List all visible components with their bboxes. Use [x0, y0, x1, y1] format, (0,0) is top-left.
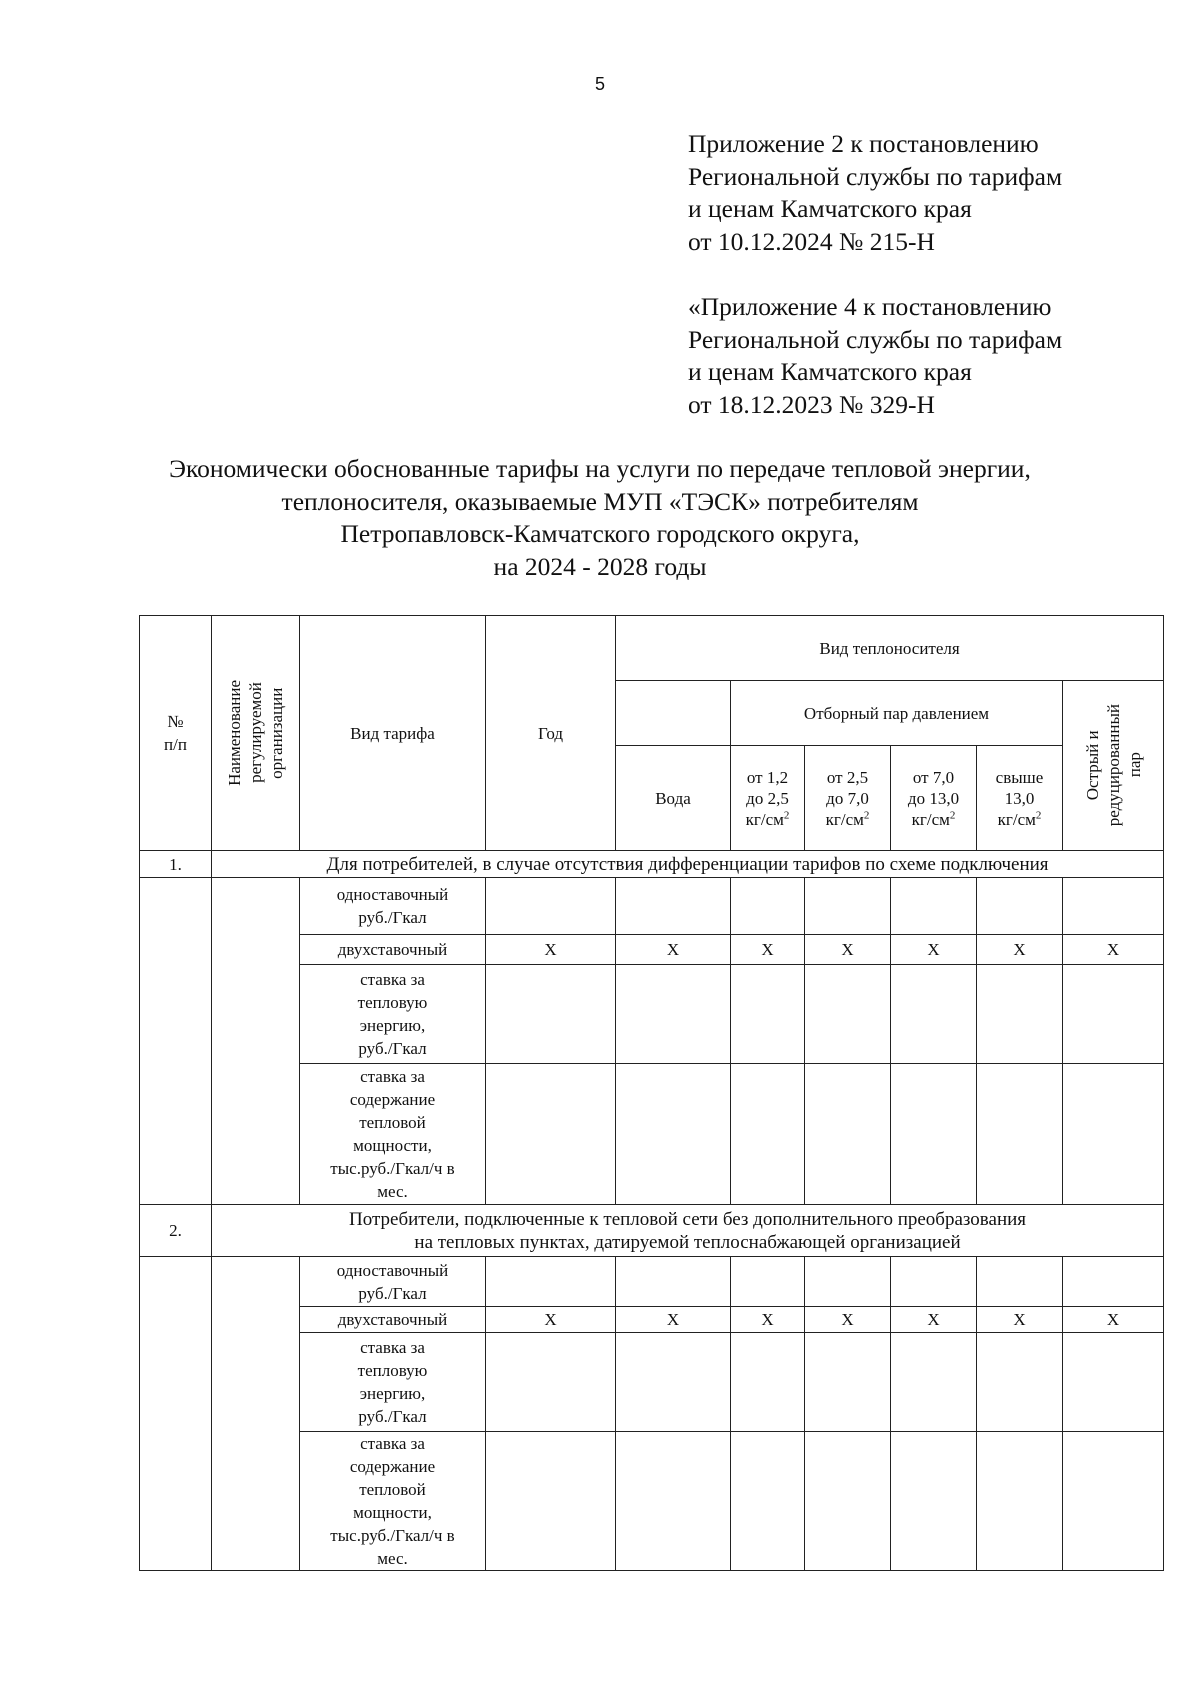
section-title — [212, 1205, 1164, 1257]
tariff-line: одноставочный — [336, 885, 449, 904]
header-sharp-steam-line: редуцированный — [1103, 704, 1123, 827]
value-cell — [891, 1064, 977, 1205]
value-cell — [891, 878, 977, 935]
x-mark: X — [977, 1307, 1063, 1333]
tariff-line: содержание — [349, 1090, 436, 1109]
title-line: теплоносителя, оказываемые МУП «ТЭСК» потребителям — [281, 486, 919, 516]
value-cell — [805, 965, 891, 1064]
tariff-line: мощности, — [353, 1136, 432, 1155]
value-cell — [977, 878, 1063, 935]
annex-line: Приложение 2 к постановлению — [688, 129, 1039, 158]
value-cell — [805, 1432, 891, 1571]
header-num — [140, 616, 212, 851]
section-title-line: на тепловых пунктах, датируемой теплоснабжающей организацией — [414, 1231, 961, 1253]
value-cell — [486, 965, 616, 1064]
value-cell — [977, 1257, 1063, 1307]
annex-line: и ценам Камчатского края — [688, 194, 972, 223]
pressure-line: от 2,5 — [826, 767, 869, 787]
header-organization-line: регулируемой — [246, 682, 265, 784]
value-cell — [731, 1432, 805, 1571]
tariff-line: мес. — [377, 1549, 408, 1568]
x-mark: X — [1063, 1307, 1164, 1333]
tariff-energy-rate — [300, 965, 486, 1064]
value-cell — [486, 1432, 616, 1571]
section-number: 2. — [140, 1205, 212, 1257]
tariff-line: тыс.руб./Гкал/ч в — [330, 1159, 455, 1178]
pressure-unit-text: кг/см — [745, 809, 784, 829]
value-cell — [891, 1257, 977, 1307]
tariff-two-rate: двухставочный — [300, 935, 486, 965]
value-cell — [616, 1432, 731, 1571]
x-mark: X — [891, 935, 977, 965]
x-mark: X — [977, 935, 1063, 965]
value-cell — [1063, 1432, 1164, 1571]
pressure-line: от 7,0 — [912, 767, 955, 787]
value-cell — [616, 1333, 731, 1432]
header-steam-pressure: Отборный пар давлением — [731, 681, 1063, 746]
value-cell — [1063, 1257, 1164, 1307]
value-cell — [891, 965, 977, 1064]
value-cell — [731, 1257, 805, 1307]
annex-line: и ценам Камчатского края — [688, 357, 972, 386]
value-cell — [616, 1064, 731, 1205]
pressure-unit-sup: 2 — [863, 808, 870, 821]
header-sharp-steam — [1063, 681, 1164, 851]
x-mark: X — [891, 1307, 977, 1333]
x-mark: X — [1063, 935, 1164, 965]
header-organization-wrap — [212, 680, 299, 786]
x-mark: X — [616, 1307, 731, 1333]
tariff-line: руб./Гкал — [358, 1283, 427, 1303]
tariff-line: мощности, — [353, 1503, 432, 1522]
annex-line: от 10.12.2024 № 215-Н — [688, 226, 935, 256]
header-pressure-1 — [731, 746, 805, 851]
tariff-line: ставка за — [360, 970, 425, 989]
tariff-line: энергию, — [359, 1384, 426, 1403]
value-cell — [616, 1257, 731, 1307]
table-row — [140, 878, 1164, 935]
pressure-unit-sup: 2 — [949, 808, 956, 821]
pressure-line: от 1,2 — [746, 767, 789, 787]
tariff-line: руб./Гкал — [358, 908, 427, 927]
section-number: 1. — [140, 851, 212, 878]
tariff-table — [139, 615, 1164, 1571]
value-cell — [731, 965, 805, 1064]
header-organization-line: Наименование — [225, 680, 244, 786]
tariff-capacity-rate — [300, 1432, 486, 1571]
document-title — [0, 453, 1200, 583]
title-line: Экономически обоснованные тарифы на услуги по передаче тепловой энергии, — [169, 454, 1031, 483]
annex-current-header — [688, 128, 1168, 258]
table-row — [140, 1257, 1164, 1307]
value-cell — [1063, 878, 1164, 935]
tariff-line: энергию, — [359, 1016, 426, 1035]
pressure-line: свыше — [995, 767, 1044, 787]
pressure-unit-text: кг/см — [997, 809, 1036, 829]
tariff-line: ставка за — [360, 1338, 425, 1357]
empty-cell — [140, 1257, 212, 1571]
tariff-line: одноставочный — [336, 1260, 449, 1280]
header-tariff-type: Вид тарифа — [300, 616, 486, 851]
header-sharp-steam-wrap — [1063, 704, 1163, 826]
pressure-unit — [891, 809, 976, 830]
x-mark: X — [805, 935, 891, 965]
x-mark: X — [486, 1307, 616, 1333]
section-title-line: Для потребителей, в случае отсутствия дифференциации тарифов по схеме подключения — [326, 853, 1049, 875]
value-cell — [486, 1333, 616, 1432]
pressure-line: до 2,5 — [746, 788, 789, 808]
x-mark: X — [731, 935, 805, 965]
value-cell — [1063, 965, 1164, 1064]
annex-line: Региональной службы по тарифам — [688, 324, 1063, 354]
tariff-line: тепловой — [359, 1480, 426, 1499]
value-cell — [977, 1064, 1063, 1205]
header-organization-text — [224, 680, 287, 786]
value-cell — [486, 878, 616, 935]
pressure-unit-sup: 2 — [783, 808, 790, 821]
value-cell — [977, 965, 1063, 1064]
tariff-single-rate — [300, 1257, 486, 1307]
tariff-line: ставка за — [360, 1067, 425, 1086]
x-mark: X — [486, 935, 616, 965]
tariff-line: ставка за — [360, 1434, 425, 1453]
header-sharp-steam-text — [1082, 704, 1145, 826]
section-title-line: Потребители, подключенные к тепловой сети без дополнительного преобразования — [349, 1208, 1027, 1230]
value-cell — [731, 1064, 805, 1205]
pressure-line: 13,0 — [1004, 788, 1035, 808]
value-cell — [805, 1333, 891, 1432]
value-cell — [805, 878, 891, 935]
tariff-line: руб./Гкал — [358, 1039, 427, 1058]
header-pressure-2 — [805, 746, 891, 851]
value-cell — [616, 878, 731, 935]
value-cell — [891, 1333, 977, 1432]
tariff-line: тепловую — [357, 1361, 428, 1380]
pressure-line: до 13,0 — [907, 788, 960, 808]
empty-cell — [140, 878, 212, 1205]
section-title — [212, 851, 1164, 878]
pressure-line: до 7,0 — [826, 788, 869, 808]
annex-line: от 18.12.2023 № 329-Н — [688, 389, 935, 419]
header-carrier: Вид теплоносителя — [616, 616, 1164, 681]
header-num-line: № — [167, 712, 184, 731]
pressure-unit — [977, 809, 1062, 830]
header-row — [140, 616, 1164, 681]
tariff-line: тыс.руб./Гкал/ч в — [330, 1526, 455, 1545]
title-line: Петропавловск-Камчатского городского округа, — [340, 519, 860, 548]
tariff-line: руб./Гкал — [358, 1407, 427, 1426]
tariff-line: тепловую — [357, 993, 428, 1012]
header-pressure-4 — [977, 746, 1063, 851]
value-cell — [891, 1432, 977, 1571]
page-number: 5 — [594, 74, 605, 94]
title-line: на 2024 - 2028 годы — [493, 551, 707, 581]
annex-previous-header — [688, 291, 1168, 421]
empty-cell — [212, 1257, 300, 1571]
value-cell — [731, 1333, 805, 1432]
value-cell — [1063, 1064, 1164, 1205]
header-organization-line: организации — [267, 687, 286, 779]
value-cell — [805, 1064, 891, 1205]
pressure-unit — [805, 809, 890, 830]
empty-cell — [212, 878, 300, 1205]
value-cell — [977, 1432, 1063, 1571]
header-num-line: п/п — [164, 735, 187, 754]
header-pressure-3 — [891, 746, 977, 851]
annex-line: Региональной службы по тарифам — [688, 161, 1063, 191]
value-cell — [616, 965, 731, 1064]
pressure-unit — [731, 809, 804, 830]
value-cell — [1063, 1333, 1164, 1432]
tariff-line: мес. — [377, 1182, 408, 1201]
pressure-unit-text: кг/см — [911, 809, 950, 829]
x-mark: X — [805, 1307, 891, 1333]
value-cell — [805, 1257, 891, 1307]
header-water: Вода — [616, 746, 731, 851]
tariff-capacity-rate — [300, 1064, 486, 1205]
header-sharp-steam-line: Острый и — [1082, 730, 1102, 801]
value-cell — [486, 1257, 616, 1307]
tariff-single-rate — [300, 878, 486, 935]
value-cell — [977, 1333, 1063, 1432]
pressure-unit-sup: 2 — [1035, 808, 1042, 821]
pressure-unit-text: кг/см — [825, 809, 864, 829]
tariff-line: тепловой — [359, 1113, 426, 1132]
header-blank — [616, 681, 731, 746]
annex-line: «Приложение 4 к постановлению — [688, 292, 1052, 321]
header-sharp-steam-line: пар — [1124, 752, 1144, 779]
header-year: Год — [486, 616, 616, 851]
value-cell — [731, 878, 805, 935]
section-row — [140, 851, 1164, 878]
tariff-two-rate: двухставочный — [300, 1307, 486, 1333]
section-row — [140, 1205, 1164, 1257]
tariff-line: содержание — [349, 1457, 436, 1476]
value-cell — [486, 1064, 616, 1205]
x-mark: X — [731, 1307, 805, 1333]
tariff-energy-rate — [300, 1333, 486, 1432]
header-organization — [212, 616, 300, 851]
x-mark: X — [616, 935, 731, 965]
